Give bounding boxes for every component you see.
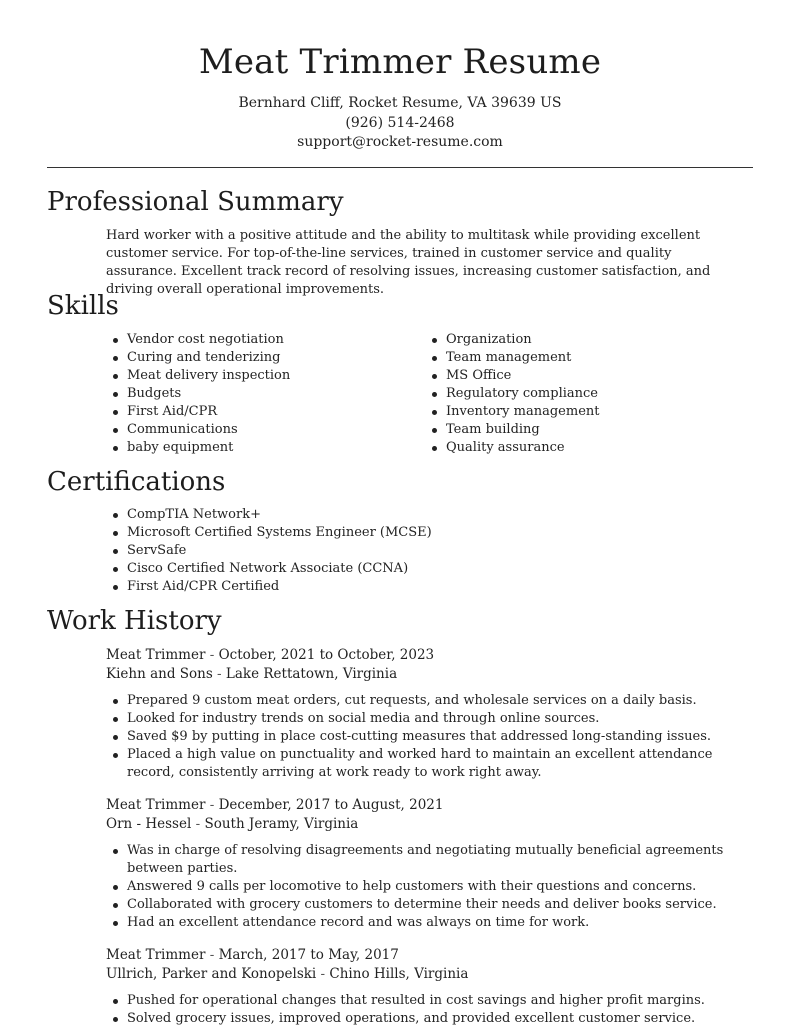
- header-divider: [47, 167, 753, 168]
- job-title-line: Meat Trimmer - October, 2021 to October, 2023: [106, 647, 435, 663]
- job-bullet: Collaborated with grocery customers to determine their needs and deliver books service.: [106, 896, 746, 914]
- skills-list-left: [106, 331, 406, 457]
- certification-item: First Aid/CPR Certified: [106, 578, 746, 596]
- work-history-heading: Work History: [47, 606, 222, 636]
- summary-text: Hard worker with a positive attitude and the ability to multitask while providing excellent customer service. For top-of-the-line services, trained in customer service and quality assurance. Excellent track record of resolving issues, increasing customer satisfaction, and driving overall operational improvements.: [106, 228, 711, 297]
- job-entry: [106, 796, 746, 932]
- job-company-line: Ullrich, Parker and Konopelski - Chino Hills, Virginia: [106, 966, 469, 982]
- job-bullet: Answered 9 calls per locomotive to help customers with their questions and concerns.: [106, 878, 746, 896]
- certification-item: Cisco Certified Network Associate (CCNA): [106, 560, 746, 578]
- skill-item: First Aid/CPR: [106, 403, 406, 421]
- skill-item: Team management: [425, 349, 745, 367]
- skill-item: Communications: [106, 421, 406, 439]
- job-bullets: [106, 992, 746, 1028]
- skills-heading: Skills: [47, 291, 119, 321]
- job-company: Ullrich, Parker and Konopelski: [106, 966, 317, 982]
- job-dates: March, 2017 to May, 2017: [218, 947, 399, 963]
- job-title: Meat Trimmer: [106, 947, 206, 963]
- job-entry: [106, 646, 746, 782]
- job-location: Lake Rettatown, Virginia: [225, 666, 398, 682]
- skill-item: baby equipment: [106, 439, 406, 457]
- contact-phone: (926) 514-2468: [345, 115, 455, 131]
- job-company: Orn - Hessel: [106, 816, 192, 832]
- skill-item: Team building: [425, 421, 745, 439]
- job-entry: [106, 946, 746, 1028]
- job-dates: December, 2017 to August, 2021: [218, 797, 444, 813]
- job-location: South Jeramy, Virginia: [204, 816, 359, 832]
- job-company-line: Kiehn and Sons - Lake Rettatown, Virginia: [106, 666, 398, 682]
- certifications-heading: Certifications: [47, 467, 226, 497]
- skill-item: Meat delivery inspection: [106, 367, 406, 385]
- job-bullet: Prepared 9 custom meat orders, cut requests, and wholesale services on a daily basis.: [106, 692, 746, 710]
- job-bullet: Saved $9 by putting in place cost-cutting measures that addressed long-standing issues.: [106, 728, 746, 746]
- skill-item: Quality assurance: [425, 439, 745, 457]
- skill-item: Budgets: [106, 385, 406, 403]
- skill-item: Organization: [425, 331, 745, 349]
- skill-item: Inventory management: [425, 403, 745, 421]
- job-company-line: Orn - Hessel - South Jeramy, Virginia: [106, 816, 359, 832]
- certification-item: CompTIA Network+: [106, 506, 746, 524]
- job-title-line: Meat Trimmer - March, 2017 to May, 2017: [106, 947, 399, 963]
- job-bullet: Looked for industry trends on social media and through online sources.: [106, 710, 746, 728]
- page-title: Meat Trimmer Resume: [198, 42, 602, 82]
- skill-item: MS Office: [425, 367, 745, 385]
- contact-address: Bernhard Cliff, Rocket Resume, VA 39639 US: [238, 95, 562, 111]
- job-bullet: Pushed for operational changes that resulted in cost savings and higher profit margins.: [106, 992, 746, 1010]
- job-bullets: [106, 692, 746, 782]
- skill-item: Regulatory compliance: [425, 385, 745, 403]
- job-title-line: Meat Trimmer - December, 2017 to August, 2021: [106, 797, 444, 813]
- job-title: Meat Trimmer: [106, 647, 206, 663]
- job-bullet: Solved grocery issues, improved operations, and provided excellent customer service.: [106, 1010, 746, 1028]
- job-bullets: [106, 842, 746, 932]
- job-company: Kiehn and Sons: [106, 666, 213, 682]
- job-dates: October, 2021 to October, 2023: [218, 647, 435, 663]
- certification-item: Microsoft Certified Systems Engineer (MCSE): [106, 524, 746, 542]
- skills-list-right: [425, 331, 745, 457]
- contact-email: support@rocket-resume.com: [297, 134, 503, 150]
- job-location: Chino Hills, Virginia: [329, 966, 469, 982]
- certifications-list: [106, 506, 746, 596]
- skill-item: Vendor cost negotiation: [106, 331, 406, 349]
- job-bullet: Placed a high value on punctuality and worked hard to maintain an excellent attendance record, consistently arriving at work ready to work right away.: [106, 746, 746, 782]
- certification-item: ServSafe: [106, 542, 746, 560]
- job-bullet: Was in charge of resolving disagreements and negotiating mutually beneficial agreements between parties.: [106, 842, 746, 878]
- skill-item: Curing and tenderizing: [106, 349, 406, 367]
- summary-heading: Professional Summary: [47, 187, 344, 217]
- job-bullet: Had an excellent attendance record and was always on time for work.: [106, 914, 746, 932]
- job-title: Meat Trimmer: [106, 797, 206, 813]
